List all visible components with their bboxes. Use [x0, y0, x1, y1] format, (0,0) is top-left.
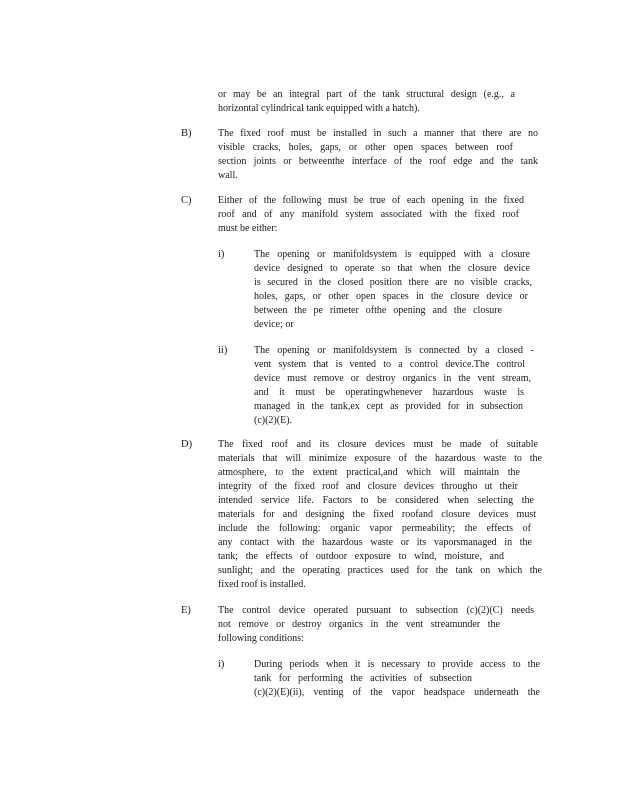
text-line: fixed roof is installed. [218, 579, 306, 590]
subitem-label-e-i: i) [218, 659, 225, 670]
item-label-d: D) [181, 439, 193, 450]
subparagraph-c-i [254, 248, 532, 332]
text-line: section joints or betweenthe interface of the roof edge and the tank [218, 156, 538, 167]
text-line: The fixed roof and its closure devices must be made of suitable [218, 439, 538, 450]
text-line: The opening or manifoldsystem is connected by a closed - [254, 345, 534, 356]
subparagraph-c-ii [254, 344, 534, 428]
text-line: include the following: organic vapor permeability; the effects of [218, 523, 531, 534]
text-line: During periods when it is necessary to provide access to the [254, 659, 540, 670]
paragraph-c [218, 194, 524, 236]
paragraph-e [218, 604, 534, 646]
text-line: must be either: [218, 223, 278, 234]
subitem-label-c-ii: ii) [218, 345, 228, 356]
paragraph-d [218, 438, 542, 592]
text-line: The fixed roof must be installed in such a manner that there are no [218, 128, 538, 139]
text-line: managed in the tank,ex cept as provided for in subsection [254, 401, 523, 412]
item-label-b: B) [181, 128, 192, 139]
text-line: or may be an integral part of the tank structural design (e.g., a [218, 89, 515, 100]
text-line: (c)(2)(E)(ii), venting of the vapor headspace underneath the [254, 687, 540, 698]
text-line: (c)(2)(E). [254, 415, 293, 426]
text-line: device designed to operate so that when the closure device [254, 263, 530, 274]
text-line: between the pe rimeter ofthe opening and the closure [254, 305, 502, 316]
text-line: The control device operated pursuant to subsection (c)(2)(C) needs [218, 605, 534, 616]
text-line: roof and of any manifold system associated with the fixed roof [218, 209, 519, 220]
text-line: atmosphere, to the extent practical,and which will maintain the [218, 467, 520, 478]
continuation-paragraph [218, 88, 515, 116]
subparagraph-e-i [254, 658, 540, 700]
item-label-c: C) [181, 195, 192, 206]
text-line: holes, gaps, or other open spaces in the closure device or [254, 291, 528, 302]
text-line: tank; the effects of outdoor exposure to wind, moisture, and [218, 551, 504, 562]
text-line: materials for and designing the fixed roofand closure devices must [218, 509, 536, 520]
text-line: and it must be operatingwhenever hazardous waste is [254, 387, 524, 398]
text-line: wall. [218, 170, 238, 181]
text-line: following conditions: [218, 633, 304, 644]
text-line: tank for performing the activities of subsection [254, 673, 472, 684]
text-line: intended service life. Factors to be considered when selecting the [218, 495, 534, 506]
text-line: materials that will minimize exposure of the hazardous waste to the [218, 453, 542, 464]
text-line: The opening or manifoldsystem is equipped with a closure [254, 249, 530, 260]
item-label-e: E) [181, 605, 191, 616]
text-line: device; or [254, 319, 294, 330]
text-line: sunlight; and the operating practices used for the tank on which the [218, 565, 542, 576]
text-line: visible cracks, holes, gaps, or other open spaces between roof [218, 142, 513, 153]
text-line: any contact with the hazardous waste or its vaporsmanaged in the [218, 537, 532, 548]
text-line: integrity of the fixed roof and closure devices througho ut their [218, 481, 518, 492]
text-line: vent system that is vented to a control device.The control [254, 359, 525, 370]
text-line: Either of the following must be true of each opening in the fixed [218, 195, 524, 206]
text-line: not remove or destroy organics in the vent streamunder the [218, 619, 500, 630]
paragraph-b [218, 127, 538, 183]
text-line: horizontal cylindrical tank equipped with a hatch). [218, 103, 420, 114]
text-line: is secured in the closed position there are no visible cracks, [254, 277, 532, 288]
text-line: device must remove or destroy organics in the vent stream, [254, 373, 531, 384]
subitem-label-c-i: i) [218, 249, 225, 260]
